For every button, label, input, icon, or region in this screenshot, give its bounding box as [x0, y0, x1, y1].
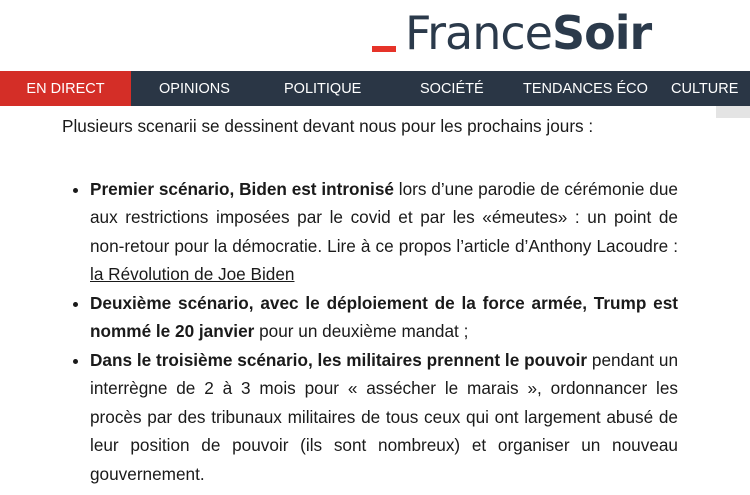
article-intro: Plusieurs scenarii se dessinent devant nous pour les prochains jours :	[62, 116, 594, 136]
logo-text-france: France	[405, 6, 552, 60]
main-nav	[0, 71, 750, 106]
site-header	[0, 0, 750, 71]
list-item	[90, 346, 678, 489]
scenario-title: Deuxième scénario, avec le déploiement de la force armée, Trump est nommé le 20 janvier	[90, 292, 678, 341]
scenario-title: Premier scénario, Biden est intronisé	[90, 178, 394, 199]
francesoir-logo[interactable]	[372, 6, 651, 60]
list-item	[90, 175, 678, 289]
nav-item-opinions[interactable]: OPINIONS	[159, 80, 230, 97]
nav-item-en-direct[interactable]: EN DIRECT	[0, 71, 131, 106]
scenario-text: pendant un interrègne de 2 à 3 mois pour « assécher le marais », ordonnancer les procès par des tribunaux militaires de tous ceux qui ont largement abusé de leur position de pouvoir (ils sont nombreux) et organiser un nouveau gouvernement.	[90, 349, 679, 484]
scenario-text: lors d’une parodie de cérémonie due aux restrictions imposées par le covid et par les «émeutes» : un point de non-retour pour la démocratie. Lire à ce propos l’article d’Anthony Lacoudre :	[90, 178, 678, 256]
logo-text-soir: Soir	[551, 6, 652, 60]
nav-item-politique[interactable]: POLITIQUE	[284, 80, 362, 97]
logo-red-dash	[372, 46, 396, 52]
scenario-list	[62, 175, 678, 489]
article-link[interactable]: la Révolution de Joe Biden	[90, 264, 295, 284]
nav-item-societe[interactable]: SOCIÉTÉ	[420, 80, 484, 97]
list-item	[90, 289, 678, 346]
article-body	[62, 112, 678, 488]
nav-item-tendances-eco[interactable]: TENDANCES ÉCO	[523, 80, 648, 97]
scrollbar-track[interactable]	[716, 106, 750, 118]
scenario-text: pour un deuxième mandat ;	[254, 321, 469, 341]
nav-item-culture[interactable]: CULTURE	[671, 80, 739, 97]
scenario-title: Dans le troisième scénario, les militaires prennent le pouvoir	[90, 349, 588, 370]
